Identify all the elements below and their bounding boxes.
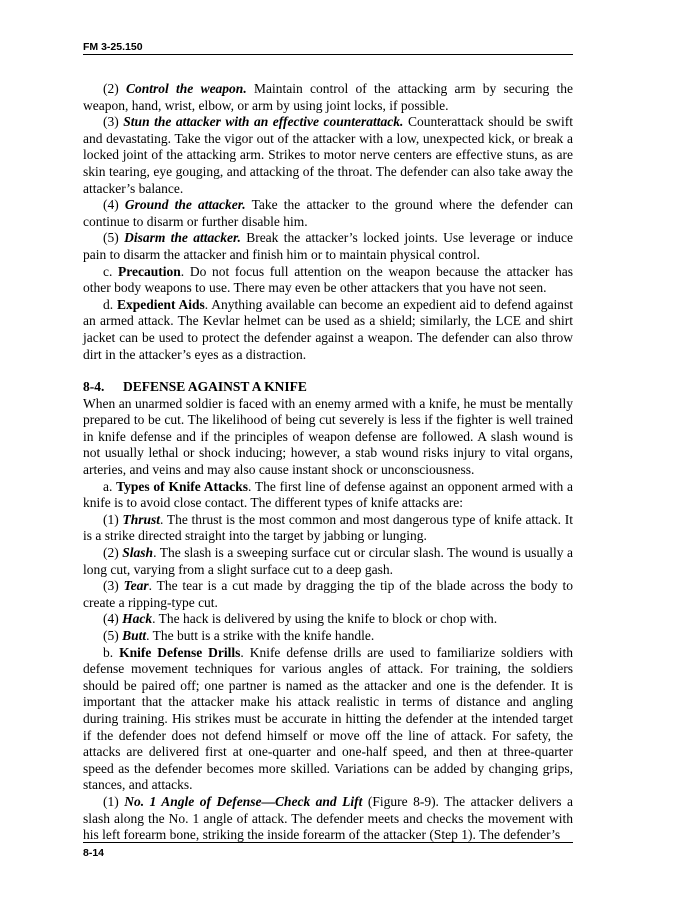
paragraph-a: a. Types of Knife Attacks. The first line of defense against an opponent armed with a knife is to avoid close contact. The different types of knife attacks are:	[83, 478, 574, 511]
paragraph-title: Disarm the attacker.	[124, 230, 241, 246]
attack-title: Hack	[122, 611, 153, 627]
paragraph: (4) Ground the attacker. Take the attacker to the ground where the defender can continue to disarm or further disable him.	[83, 197, 574, 229]
paragraph-title: Stun the attacker with an effective counterattack.	[123, 114, 404, 130]
paragraph-title: No. 1 Angle of Defense—Check and Lift	[124, 793, 363, 809]
paragraph: (3) Stun the attacker with an effective counterattack. Counterattack should be swift and devastating. Take the vigor out of the attacker with a low, unexpected kick, or break a locked joint of the attacking arm. Strikes to motor nerve centers are effective stuns, as are skin tearing, eye gouging, and attacking of the throat. The defender can also take away the attacker’s balance.	[83, 114, 574, 196]
manual-id: FM 3-25.150	[83, 41, 143, 53]
paragraph-title: Ground the attacker.	[124, 197, 246, 213]
attack-item: (2) Slash. The slash is a sweeping surface cut or circular slash. The wound is usually a long cut, varying from a slight surface cut to a deep gash.	[83, 545, 573, 577]
page-body	[83, 81, 573, 844]
section-heading	[83, 379, 573, 396]
paragraph-title: Precaution	[118, 263, 181, 279]
attack-item: (5) Butt. The butt is a strike with the knife handle.	[103, 628, 375, 643]
page-header	[83, 41, 573, 55]
attack-item: (3) Tear. The tear is a cut made by dragging the tip of the blade across the body to create a ripping-type cut.	[83, 578, 574, 610]
paragraph-title: Control the weapon.	[126, 81, 247, 96]
paragraph-b: b. Knife Defense Drills. Knife defense drills are used to familiarize soldiers with defense movement techniques for various angles of attack. For training, the soldiers should be paired off; one partner is named as the attacker and one is the defender. It is important that the attacker make his attack realistic in terms of distance and angling during training. His strikes must be accurate in hitting the defender at the intended target if the defender does not defend himself or move off the line of attack. For safety, the attacks are delivered first at one-quarter and one-half speed, and then at three-quarter speed as the defender becomes more skilled. Variations can be added by changing grips, stances, and attacks.	[83, 644, 573, 793]
paragraph-title: Types of Knife Attacks	[116, 478, 248, 494]
page-footer	[83, 842, 573, 859]
paragraph: (2) Control the weapon. Maintain control of the attacking arm by securing the weapon, hand, wrist, elbow, or arm by using joint locks, if possible.	[83, 81, 573, 113]
section-number: 8-4.	[83, 379, 105, 395]
attack-title: Tear	[123, 578, 149, 594]
attack-title: Slash	[122, 545, 154, 561]
page-number: 8-14	[83, 847, 105, 859]
attack-title: Thrust	[122, 511, 160, 527]
paragraph-d: d. Expedient Aids. Anything available can become an expedient aid to defend against an armed attack. The Kevlar helmet can be used as a shield; similarly, the LCE and shirt jacket can be used to protect the defender against a weapon. The defender can also throw dirt in the attacker’s eyes as a distraction.	[83, 296, 574, 362]
paragraph-b1: (1) No. 1 Angle of Defense—Check and Lift (Figure 8-9). The attacker delivers a slash along the No. 1 angle of attack. The defender meets and checks the movement with his left forearm bone, striking the inside forearm of the attacker (Step 1). The defender’s	[83, 793, 573, 843]
attack-item: (4) Hack. The hack is delivered by using the knife to block or chop with.	[103, 611, 498, 627]
paragraph-title: Expedient Aids	[116, 296, 205, 312]
section-intro: When an unarmed soldier is faced with an enemy armed with a knife, he must be mentally prepared to be cut. The likelihood of being cut severely is less if the fighter is well trained in knife defense and if the principles of weapon defense are followed. A slash wound is not usually lethal or shock inducing; however, a stab wound risks injury to vital organs, arteries, and veins and may also cause instant shock or unconsciousness.	[83, 395, 573, 478]
attack-title: Butt	[122, 628, 147, 643]
paragraph-c: c. Precaution. Do not focus full attention on the weapon because the attacker has other body weapons to use. There may even be other attackers that you have not seen.	[83, 263, 573, 296]
attack-item: (1) Thrust. The thrust is the most common and most dangerous type of knife attack. It is a strike directed straight into the target by jabbing or lunging.	[83, 511, 573, 544]
paragraph: (5) Disarm the attacker. Break the attacker’s locked joints. Use leverage or induce pain to disarm the attacker and finish him or to maintain physical control.	[83, 230, 574, 262]
paragraph-title: Knife Defense Drills	[119, 644, 241, 660]
section-title: DEFENSE AGAINST A KNIFE	[123, 379, 307, 395]
